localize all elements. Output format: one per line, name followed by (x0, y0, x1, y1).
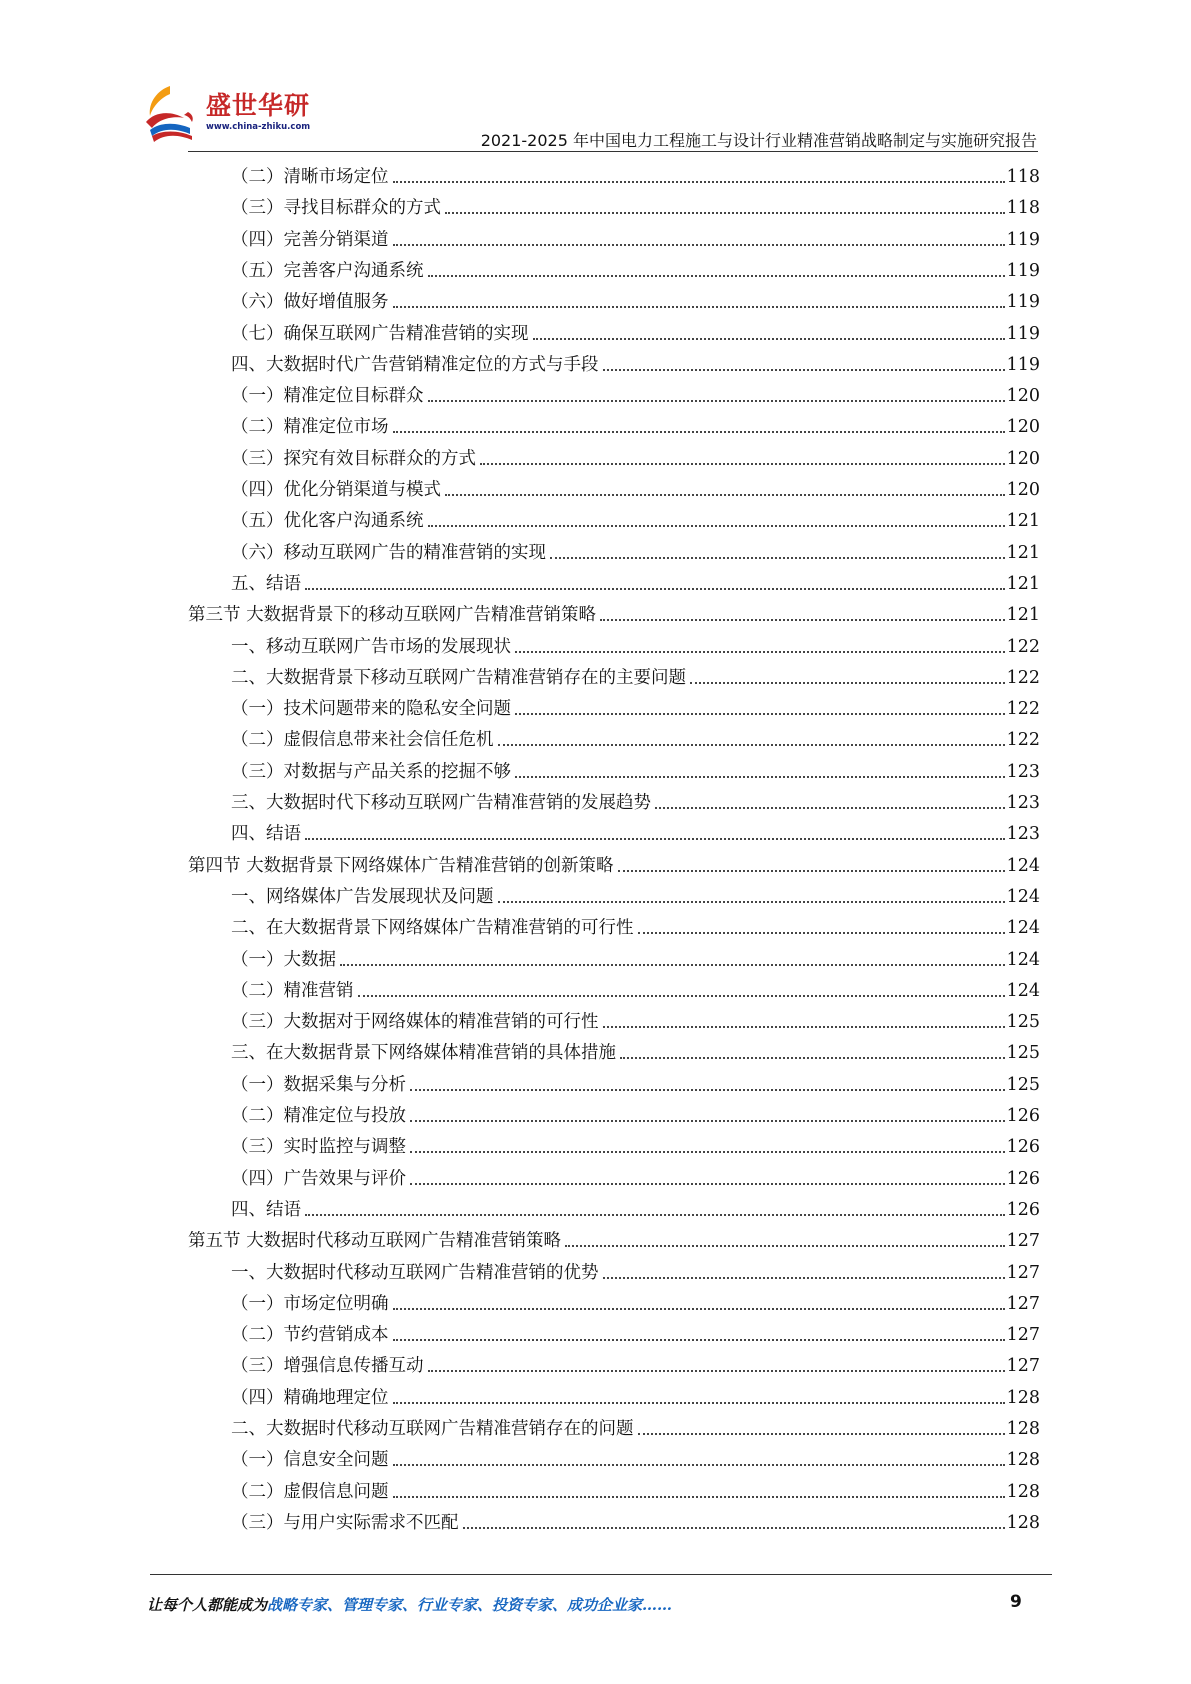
toc-entry[interactable] (188, 596, 1040, 627)
toc-entry-title: （三）实时监控与调整 (231, 1137, 406, 1158)
toc-leader-dots (393, 1402, 1005, 1404)
toc-entry-title: （一）精准定位目标群众 (231, 386, 424, 407)
toc-entry-title: 一、大数据时代移动互联网广告精准营销的优势 (231, 1262, 599, 1283)
toc-entry-page: 123 (1006, 761, 1040, 782)
toc-entry-title: （三）对数据与产品关系的挖掘不够 (231, 761, 511, 782)
toc-leader-dots (638, 932, 1005, 934)
toc-entry-page: 126 (1006, 1106, 1040, 1126)
toc-leader-dots (603, 369, 1005, 371)
toc-entry-page: 121 (1006, 605, 1040, 626)
toc-entry[interactable] (231, 377, 1040, 408)
toc-entry-page: 119 (1006, 229, 1040, 250)
toc-entry-page: 128 (1006, 1481, 1040, 1502)
toc-entry[interactable] (231, 565, 1040, 596)
toc-entry-page: 127 (1006, 1356, 1040, 1377)
brand-url: www.china-zhiku.com (206, 122, 311, 132)
logo-emblem-icon (140, 82, 204, 146)
toc-entry[interactable] (231, 753, 1040, 784)
toc-leader-dots (445, 494, 1005, 496)
toc-entry[interactable] (231, 1316, 1040, 1347)
toc-entry[interactable] (231, 1034, 1040, 1065)
toc-leader-dots (480, 463, 1005, 465)
toc-leader-dots (565, 1245, 1005, 1247)
toc-entry-page: 128 (1006, 1387, 1040, 1408)
toc-entry[interactable] (231, 1410, 1040, 1441)
toc-entry-page: 124 (1006, 918, 1040, 939)
toc-entry[interactable] (231, 1441, 1040, 1472)
toc-entry-page: 128 (1006, 1419, 1040, 1439)
header-divider (188, 151, 1038, 152)
toc-entry-title: 一、网络媒体广告发展现状及问题 (231, 886, 494, 907)
toc-entry-title: 五、结语 (231, 573, 301, 594)
toc-entry-title: 四、结语 (231, 1199, 301, 1220)
toc-leader-dots (410, 1151, 1005, 1153)
toc-entry[interactable] (231, 221, 1040, 252)
toc-entry-page: 127 (1006, 1231, 1040, 1252)
toc-leader-dots (620, 1057, 1005, 1059)
toc-entry[interactable] (231, 972, 1040, 1003)
toc-entry-page: 120 (1006, 417, 1040, 438)
toc-entry-page: 119 (1006, 292, 1040, 313)
toc-entry-page: 121 (1006, 573, 1040, 594)
toc-entry-title: 三、在大数据背景下网络媒体精准营销的具体措施 (231, 1043, 616, 1064)
toc-entry-page: 120 (1006, 448, 1040, 469)
toc-leader-dots (515, 713, 1005, 715)
toc-entry-page: 127 (1006, 1293, 1040, 1314)
toc-entry-page: 124 (1006, 855, 1040, 876)
toc-leader-dots (305, 588, 1005, 590)
toc-leader-dots (340, 964, 1005, 966)
footer-divider (150, 1574, 1052, 1575)
toc-entry-page: 124 (1006, 980, 1040, 1001)
toc-entry-page: 121 (1006, 511, 1040, 532)
toc-entry-page: 120 (1006, 480, 1040, 500)
toc-entry-title: （七）确保互联网广告精准营销的实现 (231, 323, 529, 344)
toc-entry-page: 127 (1006, 1325, 1040, 1346)
toc-entry-title: 二、大数据时代移动互联网广告精准营销存在的问题 (231, 1419, 634, 1439)
toc-leader-dots (428, 525, 1005, 527)
toc-entry[interactable] (231, 1160, 1040, 1191)
toc-entry-title: 第四节 大数据背景下网络媒体广告精准营销的创新策略 (188, 855, 614, 876)
toc-entry[interactable] (231, 878, 1040, 909)
toc-entry-title: （二）精准营销 (231, 980, 354, 1001)
toc-leader-dots (498, 901, 1005, 903)
toc-entry-title: （一）信息安全问题 (231, 1450, 389, 1471)
toc-entry-title: （四）优化分销渠道与模式 (231, 480, 441, 500)
toc-leader-dots (550, 557, 1005, 559)
toc-entry-page: 119 (1006, 260, 1040, 281)
toc-entry-page: 126 (1006, 1199, 1040, 1220)
toc-entry-page: 122 (1006, 730, 1040, 751)
toc-entry[interactable] (231, 471, 1040, 502)
toc-entry[interactable] (231, 502, 1040, 533)
report-title: 2021-2025 年中国电力工程施工与设计行业精准营销战略制定与实施研究报告 (480, 131, 1037, 150)
toc-entry[interactable] (231, 815, 1040, 846)
toc-entry[interactable] (231, 1003, 1040, 1034)
toc-entry[interactable] (231, 440, 1040, 471)
toc-entry[interactable] (231, 252, 1040, 283)
toc-leader-dots (498, 744, 1005, 746)
toc-entry[interactable] (231, 346, 1040, 377)
toc-entry[interactable] (231, 1254, 1040, 1285)
toc-entry-title: （三）探究有效目标群众的方式 (231, 448, 476, 469)
toc-leader-dots (533, 338, 1005, 340)
toc-leader-dots (358, 995, 1005, 997)
toc-leader-dots (428, 1370, 1005, 1372)
toc-entry-page: 122 (1006, 667, 1040, 688)
toc-entry-page: 128 (1006, 1450, 1040, 1471)
toc-entry-page: 124 (1006, 886, 1040, 907)
toc-leader-dots (393, 1464, 1005, 1466)
toc-leader-dots (410, 1183, 1005, 1185)
toc-entry[interactable] (231, 690, 1040, 721)
footer-slogan (147, 1594, 672, 1615)
toc-entry-page: 119 (1006, 354, 1040, 375)
toc-entry[interactable] (231, 1504, 1040, 1535)
toc-entry-title: （二）节约营销成本 (231, 1325, 389, 1346)
toc-leader-dots (690, 682, 1005, 684)
toc-leader-dots (515, 651, 1005, 653)
toc-entry-title: （三）寻找目标群众的方式 (231, 198, 441, 219)
toc-entry-title: （一）大数据 (231, 949, 336, 970)
toc-entry-page: 122 (1006, 636, 1040, 657)
toc-entry-title: （三）增强信息传播互动 (231, 1356, 424, 1377)
toc-entry-title: （五）完善客户沟通系统 (231, 260, 424, 281)
toc-entry[interactable] (231, 941, 1040, 972)
toc-entry-title: （五）优化客户沟通系统 (231, 511, 424, 532)
toc-entry-title: 四、大数据时代广告营销精准定位的方式与手段 (231, 354, 599, 375)
toc-leader-dots (393, 1496, 1005, 1498)
toc-entry-title: 第三节 大数据背景下的移动互联网广告精准营销策略 (188, 605, 597, 626)
toc-leader-dots (445, 212, 1005, 214)
toc-entry-page: 123 (1006, 793, 1040, 813)
page-number: 9 (1010, 1592, 1022, 1612)
toc-entry[interactable] (231, 1191, 1040, 1222)
toc-entry[interactable] (231, 283, 1040, 314)
toc-entry-page: 118 (1006, 198, 1040, 219)
toc-entry[interactable] (231, 909, 1040, 940)
toc-leader-dots (393, 306, 1005, 308)
toc-entry-title: （二）精准定位市场 (231, 417, 389, 438)
toc-entry-page: 122 (1006, 699, 1040, 720)
toc-leader-dots (463, 1527, 1005, 1529)
toc-entry-title: （三）与用户实际需求不匹配 (231, 1512, 459, 1533)
toc-entry[interactable] (231, 659, 1040, 690)
toc-leader-dots (393, 181, 1005, 183)
toc-entry-title: （二）精准定位与投放 (231, 1106, 406, 1126)
toc-entry[interactable] (231, 1379, 1040, 1410)
toc-entry-title: （一）数据采集与分析 (231, 1074, 406, 1095)
toc-entry-page: 125 (1006, 1043, 1040, 1064)
toc-leader-dots (603, 1026, 1005, 1028)
toc-leader-dots (600, 619, 1005, 621)
toc-entry[interactable] (231, 784, 1040, 815)
toc-entry-page: 123 (1006, 824, 1040, 845)
toc-leader-dots (393, 244, 1005, 246)
slogan-prefix: 让每个人都能成为 (147, 1596, 268, 1614)
toc-entry-title: （一）技术问题带来的隐私安全问题 (231, 699, 511, 720)
toc-entry[interactable] (231, 1347, 1040, 1378)
toc-entry[interactable] (231, 1285, 1040, 1316)
slogan-highlight: 战略专家、管理专家、行业专家、投资专家、成功企业家…… (267, 1596, 673, 1614)
toc-entry-page: 121 (1006, 542, 1040, 563)
toc-entry-page: 124 (1006, 949, 1040, 970)
toc-entry-page: 118 (1006, 167, 1040, 187)
toc-entry-title: （二）虚假信息问题 (231, 1481, 389, 1502)
toc-entry[interactable] (231, 1097, 1040, 1128)
toc-entry-title: （六）做好增值服务 (231, 292, 389, 313)
toc-entry-title: 一、移动互联网广告市场的发展现状 (231, 636, 511, 657)
toc-entry-title: （一）市场定位明确 (231, 1293, 389, 1314)
toc-leader-dots (428, 275, 1005, 277)
brand-name: 盛世华研 (206, 91, 311, 120)
toc-entry-page: 125 (1006, 1012, 1040, 1033)
toc-leader-dots (410, 1120, 1005, 1122)
toc-leader-dots (393, 431, 1005, 433)
toc-entry-title: （四）广告效果与评价 (231, 1168, 406, 1189)
toc-entry[interactable] (231, 721, 1040, 752)
toc-entry-title: （二）清晰市场定位 (231, 167, 389, 187)
toc-entry[interactable] (231, 315, 1040, 346)
toc-entry[interactable] (231, 534, 1040, 565)
toc-leader-dots (305, 1214, 1005, 1216)
toc-entry-title: 四、结语 (231, 824, 301, 845)
toc-entry-title: （三）大数据对于网络媒体的精准营销的可行性 (231, 1012, 599, 1033)
toc-entry[interactable] (188, 847, 1040, 878)
toc-entry[interactable] (231, 1473, 1040, 1504)
toc-leader-dots (638, 1433, 1005, 1435)
toc-entry-page: 126 (1006, 1137, 1040, 1158)
toc-leader-dots (428, 400, 1005, 402)
toc-entry-title: 二、在大数据背景下网络媒体广告精准营销的可行性 (231, 918, 634, 939)
toc-entry-title: 三、大数据时代下移动互联网广告精准营销的发展趋势 (231, 793, 651, 813)
company-logo (140, 82, 340, 148)
toc-entry-title: （六）移动互联网广告的精准营销的实现 (231, 542, 546, 563)
toc-entry-title: （四）完善分销渠道 (231, 229, 389, 250)
toc-entry[interactable] (231, 628, 1040, 659)
toc-leader-dots (655, 807, 1005, 809)
toc-entry-title: 第五节 大数据时代移动互联网广告精准营销策略 (188, 1231, 562, 1252)
toc-entry-title: （四）精确地理定位 (231, 1387, 389, 1408)
toc-leader-dots (515, 776, 1005, 778)
toc-leader-dots (393, 1308, 1005, 1310)
toc-entry-page: 127 (1006, 1262, 1040, 1283)
toc-leader-dots (618, 870, 1005, 872)
toc-entry-title: （二）虚假信息带来社会信任危机 (231, 730, 494, 751)
toc-entry-title: 二、大数据背景下移动互联网广告精准营销存在的主要问题 (231, 667, 686, 688)
toc-entry-page: 126 (1006, 1168, 1040, 1189)
toc-leader-dots (603, 1277, 1005, 1279)
toc-entry-page: 128 (1006, 1512, 1040, 1533)
toc-entry[interactable] (231, 189, 1040, 220)
toc-leader-dots (410, 1089, 1005, 1091)
toc-entry-page: 120 (1006, 386, 1040, 407)
toc-entry[interactable] (188, 1222, 1040, 1253)
toc-entry-page: 119 (1006, 323, 1040, 344)
toc-entry[interactable] (231, 1066, 1040, 1097)
toc-entry-page: 125 (1006, 1074, 1040, 1095)
toc-entry[interactable] (231, 408, 1040, 439)
toc-leader-dots (305, 838, 1005, 840)
page-header (0, 0, 1191, 150)
toc-entry[interactable] (231, 1128, 1040, 1159)
toc-leader-dots (393, 1339, 1005, 1341)
toc-entry[interactable] (231, 158, 1040, 189)
